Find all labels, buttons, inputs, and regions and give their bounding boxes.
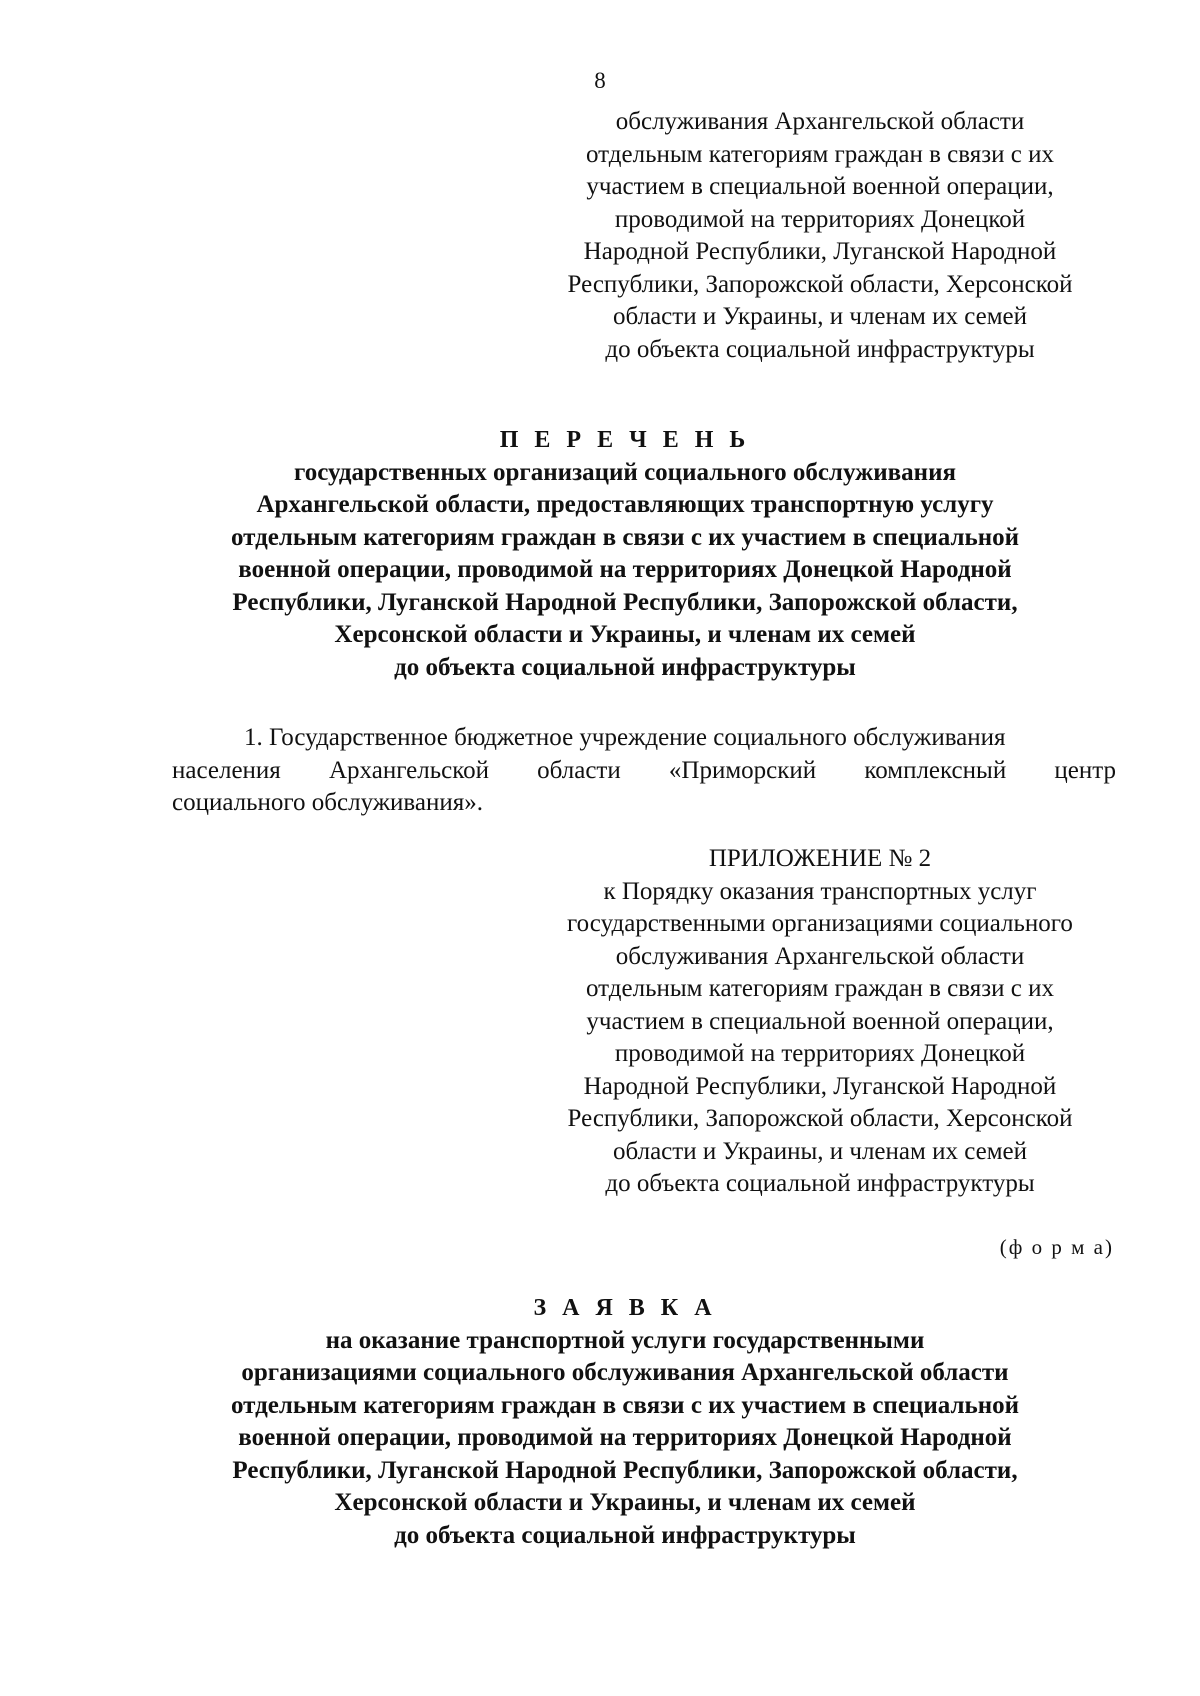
appendix1-heading-line: участием в специальной военной операции, [586, 173, 1054, 200]
appendix1-heading-line: Республики, Запорожской области, Херсонской [567, 270, 1073, 298]
application-title-line: военной операции, проводимой на территориях Донецкой Народной [238, 1424, 1012, 1451]
list-title-line: отдельным категориям граждан в связи с их участием в специальной [230, 523, 1020, 551]
list-title-line: Херсонской области и Украины, и членам их семей [334, 621, 916, 648]
list-title-line: Архангельской области, предоставляющих транспортную услугу [256, 491, 994, 518]
application-title-line: отдельным категориям граждан в связи с их участием в специальной [230, 1391, 1020, 1419]
appendix2-heading-line: до объекта социальной инфраструктуры [605, 1170, 1035, 1197]
application-title-line: Херсонской области и Украины, и членам их семей [334, 1489, 916, 1516]
application-title-line: до объекта социальной инфраструктуры [394, 1521, 856, 1549]
list-item-1 [172, 722, 1116, 820]
appendix1-heading-tail [530, 106, 1110, 366]
appendix1-heading-line: обслуживания Архангельской области [615, 108, 1025, 135]
list-title-line: Республики, Луганской Народной Республики, Запорожской области, [232, 588, 1018, 616]
list-title-line: военной операции, проводимой на территориях Донецкой Народной [238, 556, 1012, 583]
appendix1-heading-line: Народной Республики, Луганской Народной [583, 238, 1057, 265]
appendix2-heading [530, 843, 1110, 1201]
appendix2-heading-line: области и Украины, и членам их семей [613, 1137, 1027, 1165]
application-title-line: организациями социального обслуживания Архангельской области [241, 1359, 1009, 1386]
appendix2-heading-line: Народной Республики, Луганской Народной [583, 1072, 1057, 1100]
form-label: (ф о р м а) [999, 1235, 1114, 1259]
appendix1-heading-line: области и Украины, и членам их семей [613, 303, 1027, 330]
application-title-word: З А Я В К А [533, 1295, 717, 1321]
appendix2-heading-line: обслуживания Архангельской области [615, 942, 1025, 970]
appendix1-heading-line: до объекта социальной инфраструктуры [605, 335, 1035, 363]
application-title-line: Республики, Луганской Народной Республики, Запорожской области, [232, 1456, 1018, 1484]
appendix2-title: ПРИЛОЖЕНИЕ № 2 [708, 845, 932, 872]
application-title [130, 1292, 1120, 1552]
list-title-word: П Е Р Е Ч Е Н Ь [499, 427, 751, 453]
page-number: 8 [594, 68, 606, 93]
list-item-line: населения Архангельской области «Приморский комплексный центр [172, 756, 1116, 784]
appendix1-heading-line: отдельным категориям граждан в связи с их [586, 140, 1054, 168]
appendix2-heading-line: участием в специальной военной операции, [586, 1007, 1054, 1035]
list-item-line: 1. Государственное бюджетное учреждение социального обслуживания [244, 724, 1006, 751]
list-title [130, 424, 1120, 684]
appendix2-heading-line: Республики, Запорожской области, Херсонской [567, 1105, 1073, 1132]
appendix2-heading-line: проводимой на территориях Донецкой [614, 1040, 1026, 1067]
list-item-line: социального обслуживания». [172, 789, 483, 816]
appendix2-heading-line: к Порядку оказания транспортных услуг [603, 877, 1037, 905]
application-title-line: на оказание транспортной услуги государственными [325, 1326, 925, 1354]
appendix2-heading-line: государственными организациями социального [567, 910, 1073, 937]
appendix1-heading-line: проводимой на территориях Донецкой [614, 205, 1026, 233]
list-title-line: государственных организаций социального обслуживания [293, 458, 956, 486]
list-title-line: до объекта социальной инфраструктуры [394, 653, 856, 681]
appendix2-heading-line: отдельным категориям граждан в связи с их [586, 975, 1054, 1002]
